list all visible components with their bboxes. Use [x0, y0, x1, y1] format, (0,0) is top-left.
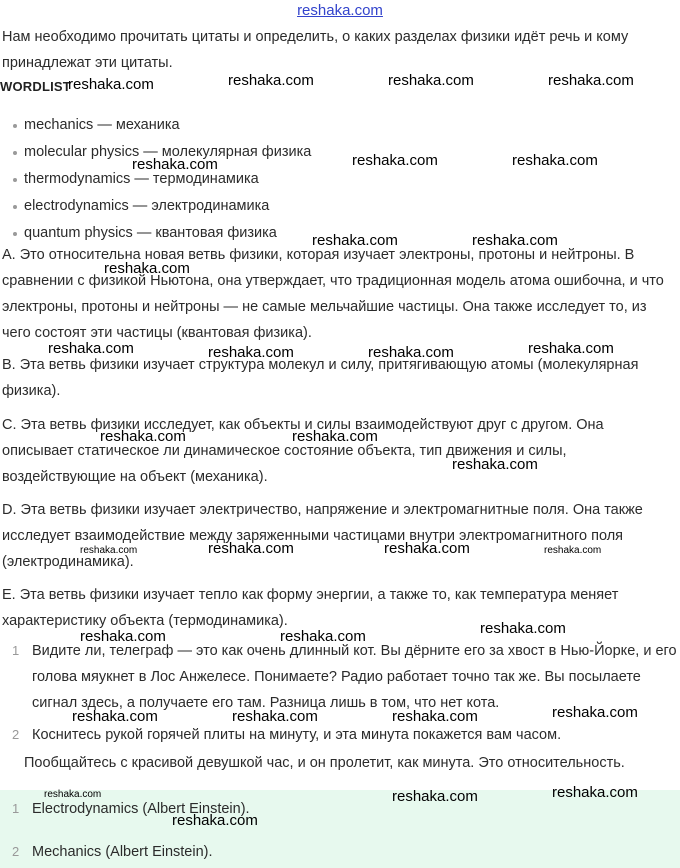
- watermark: reshaka.com: [548, 72, 634, 89]
- watermark: reshaka.com: [104, 260, 190, 277]
- watermark: reshaka.com: [528, 340, 614, 357]
- wordlist-item-text: electrodynamics — электродинамика: [24, 198, 270, 214]
- paragraph-a: A. Это относительна новая ветвь физики, которая изучает электроны, протоны и нейтроны. В сравнении с физикой Ньютона, она утверждает, что традиционная модель атома ошибочна, и что электроны, протоны и нейтроны — не самые мельчайшие частицы. Она также исследует то, из чего состоят эти частицы (квантовая физика).: [2, 247, 664, 341]
- answer-number: 1: [12, 801, 20, 816]
- bullet-icon: [13, 151, 17, 155]
- watermark: reshaka.com: [280, 628, 366, 645]
- wordlist-item-text: quantum physics — квантовая физика: [24, 225, 277, 241]
- watermark: reshaka.com: [544, 545, 602, 556]
- watermark: reshaka.com: [68, 76, 154, 93]
- wordlist-item: [0, 193, 311, 220]
- watermark: reshaka.com: [232, 708, 318, 725]
- quote-2: Коснитесь рукой горячей плиты на минуту, и эта минута покажется вам часом.: [32, 727, 562, 743]
- watermark: reshaka.com: [472, 232, 558, 249]
- paragraph-b: B. Эта ветвь физики изучает структура молекул и силу, притягивающую атомы (молекулярная физика).: [2, 357, 639, 399]
- watermark: reshaka.com: [228, 72, 314, 89]
- wordlist: [0, 112, 311, 247]
- paragraph-d: D. Эта ветвь физики изучает электричество, напряжение и электромагнитные поля. Она также исследует взаимодействие между заряженными частицами внутри электромагнитного поля (электродинамика).: [2, 502, 643, 570]
- watermark: reshaka.com: [48, 340, 134, 357]
- watermark: reshaka.com: [352, 152, 438, 169]
- quote-number: 1: [12, 643, 20, 658]
- watermark: reshaka.com: [208, 540, 294, 557]
- wordlist-item-text: thermodynamics — термодинамика: [24, 171, 259, 187]
- answer-1: Electrodynamics (Albert Einstein).: [32, 801, 250, 817]
- watermark: reshaka.com: [388, 72, 474, 89]
- bullet-icon: [13, 124, 17, 128]
- watermark: reshaka.com: [552, 704, 638, 721]
- watermark: reshaka.com: [312, 232, 398, 249]
- watermark: reshaka.com: [392, 708, 478, 725]
- watermark: reshaka.com: [44, 789, 102, 800]
- paragraph-c: C. Эта ветвь физики исследует, как объекты и силы взаимодействуют друг с другом. Она описывает статическое ли динамическое состояние объекта, тип движения и силы, воздействующие на объект (механика).: [2, 417, 604, 485]
- watermark: reshaka.com: [80, 628, 166, 645]
- site-link-top[interactable]: reshaka.com: [297, 2, 383, 19]
- bullet-icon: [13, 178, 17, 182]
- watermark: reshaka.com: [368, 344, 454, 361]
- quote-1: Видите ли, телеграф — это как очень длинный кот. Вы дёрните его за хвост в Нью-Йорке, и его голова мяукнет в Лос Анжелесе. Понимаете? Радио работает точно так же. Вы посылаете сигнал здесь, а получаете его там. Разница лишь в том, что нет кота.: [32, 643, 677, 711]
- paragraph-e: E. Эта ветвь физики изучает тепло как форму энергии, а также то, как температура меняет характеристику объекта (термодинамика).: [2, 587, 619, 629]
- wordlist-item-text: mechanics — механика: [24, 117, 180, 133]
- watermark: reshaka.com: [384, 540, 470, 557]
- quote-number: 2: [12, 727, 20, 742]
- answer-number: 2: [12, 844, 20, 859]
- watermark: reshaka.com: [172, 812, 258, 829]
- bullet-icon: [13, 232, 17, 236]
- bullet-icon: [13, 205, 17, 209]
- wordlist-item-text: molecular physics — молекулярная физика: [24, 144, 312, 160]
- wordlist-title: WORDLIST: [0, 79, 71, 94]
- watermark: reshaka.com: [292, 428, 378, 445]
- watermark: reshaka.com: [72, 708, 158, 725]
- quote-2-continued: Пообщайтесь с красивой девушкой час, и он пролетит, как минута. Это относительность.: [24, 755, 625, 771]
- watermark: reshaka.com: [452, 456, 538, 473]
- watermark: reshaka.com: [132, 156, 218, 173]
- intro-text: Нам необходимо прочитать цитаты и определить, о каких разделах физики идёт речь и кому принадлежат эти цитаты.: [2, 29, 629, 71]
- watermark: reshaka.com: [100, 428, 186, 445]
- watermark: reshaka.com: [480, 620, 566, 637]
- watermark: reshaka.com: [80, 545, 138, 556]
- watermark: reshaka.com: [512, 152, 598, 169]
- watermark: reshaka.com: [392, 788, 478, 805]
- watermark: reshaka.com: [208, 344, 294, 361]
- wordlist-item: [0, 112, 311, 139]
- watermark: reshaka.com: [552, 784, 638, 801]
- answer-2: Mechanics (Albert Einstein).: [32, 844, 213, 860]
